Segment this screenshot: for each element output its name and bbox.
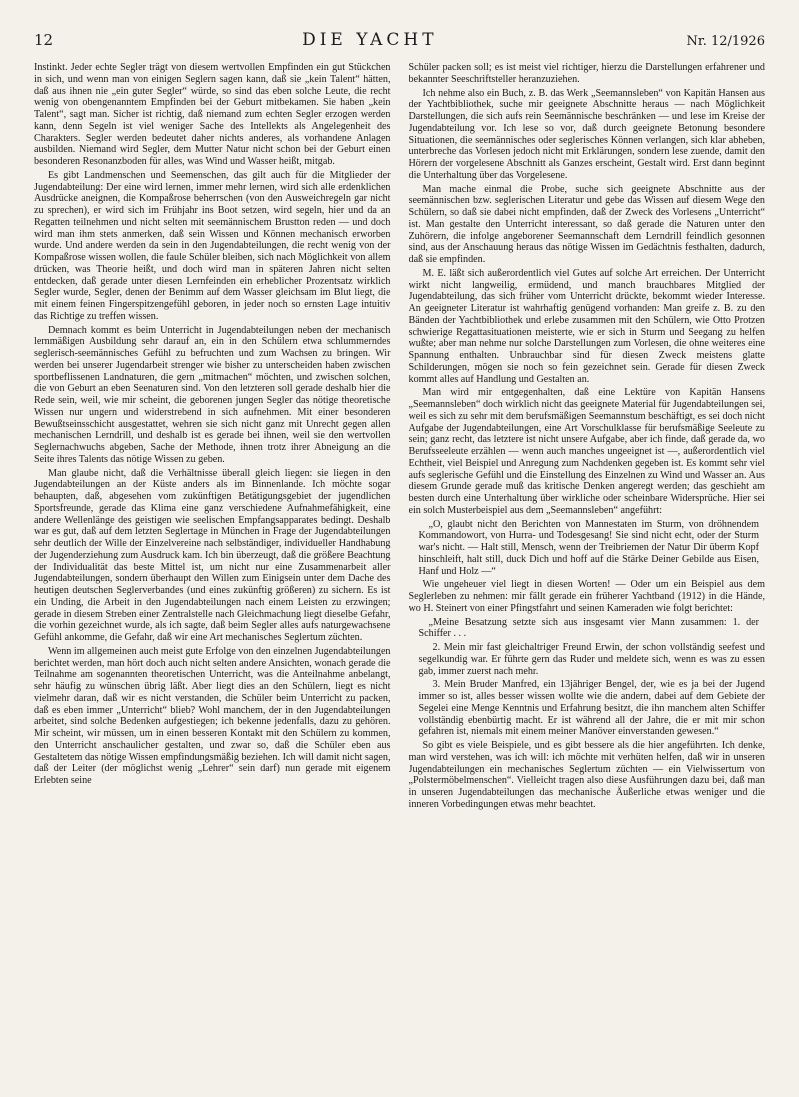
paragraph: Wie ungeheuer viel liegt in diesen Worten! — Oder um ein Beispiel aus dem Seglerleben zu nehmen: mir fällt gerade ein früherer Yachtband (1912) in die Hände, wo H. Steinert von einer Pfingstfahrt und seinen Kameraden wie folgt berichtet: (408, 579, 765, 614)
numbered-item: 3. Mein Bruder Manfred, ein 13jähriger Bengel, der, wie es ja bei der Jugend immer so ist, alles besser wissen wollte wie die andern, dabei auf dem Gebiete der Segelei eine Menge Kenntnis und Erfahrung besitzt, die ihn manchem alten Schiffer vollständig ebenbürtig macht. Er ist während all der Jahre, die er mit mir schon gefahren ist, niemals mit einem meiner Manöver einverstanden gewesen.“ (418, 679, 765, 738)
quotation: „Meine Besatzung setzte sich aus insgesamt vier Mann zusammen: 1. der Schiffer . . . (418, 616, 759, 640)
paragraph: Man mache einmal die Probe, suche sich geeignete Abschnitte aus der seemännischen bzw. seglerischen Literatur und gebe das Wissen auf diesem Wege den Schülern, so daß sie dabei nicht empfinden, daß der Zweck des Vorlesens „Unterricht“ ist. Man gestalte den Unterricht interessant, so daß gerade die Naturen unter den Zuhörern, die infolge angeborener Seemannschaft dem Lerndrill feindlich gesonnen sind, aus der Anschauung heraus das nötige Wissen im Gedächtnis festhalten, dadurch, daß sie empfinden. (408, 183, 765, 265)
page-header (34, 30, 765, 56)
paragraph: Es gibt Landmenschen und Seemenschen, das gilt auch für die Mitglieder der Jugendabteilung: Der eine wird lernen, immer mehr lernen, wird sich alle erdenklichen Ausdrücke aneignen, die Kompaßrose beherrschen (von den Ausweichregeln gar nicht zu sprechen), er wird sich im Frühjahr ins Boot setzen, wird segeln, hier und da an Regatten teilnehmen und nicht selten mit seemännischem Brustton reden — und doch wird man ihm stets anmerken, daß sein Wissen und Können mechanisch erworben wurde. Und andere werden da sein in den Jugendabteilungen, die recht wenig von der Kompaßrose wissen wollen, die faule Schüler bleiben, sich nach Möglichkeit von allem drücken, was Theorie heißt, und doch wird man in späteren Jahren nicht selten entdecken, daß gerade unter diesen Lernfeinden ein erheblicher Prozentsatz wirklich Segler wurde, Segler, denen der Benimm auf dem Wasser gleichsam im Blut liegt, die mit einem feinen Fingerspitzengefühl geboren, in jeder noch so ernsten Lage intuitiv das Richtige zu treffen wissen. (34, 169, 391, 322)
paragraph: Man wird mir entgegenhalten, daß eine Lektüre von Kapitän Hansens „Seemannsleben“ doch wirklich nicht das geeignete Material für Jugendabteilungen sei, weil es sich zu sehr mit dem berufsmäßigen Seemannstum beschäftigt, es sei doch nicht Aufgabe der Jugendabteilungen, eine Art Vorschulklasse für berufsmäßige Seeleute zu sein; ganz recht, das letztere ist nicht unsere Aufgabe, aber ich finde, daß gerade da, wo Berufsseeleute erzählen — wenn auch manches ungeeignet ist —, außerordentlich viel Echtheit, viel Beispiel und Anregung zum Nachdenken gegeben ist. Es kommt sehr viel aufs seglerische Gefühl und die Einstellung des Einzelnen zu Wind und Wasser an. Aus diesem Grunde gerade muß das kritische Denken angeregt werden; das geschieht am besten durch eine Unterhaltung über wirkliche oder scheinbare Widersprüche. Hier sei ein solch Musterbeispiel aus dem „Seemannsleben“ angeführt: (408, 387, 765, 516)
paragraph: Instinkt. Jeder echte Segler trägt von diesem wertvollen Empfinden ein gut Stückchen in sich, und wenn man von einigen Seglern sagen kann, daß sie „kein Talent“ hätten, daß aus ihnen nie „ein guter Segler“ würde, so sind das eben solche Leute, die recht wenig von obengenanntem Empfinden bei der Geburt mitbekamen. Sie haben „kein Talent“, sagt man. Sicher ist richtig, daß niemand zum echten Segler erzogen werden kann, denn Segeln ist viel weniger Sache des Intellekts als Angelegenheit des Charakters. Segler werden bedeutet daher nichts anderes, als vorhandene Anlagen ausbilden. Niemand wird Segler, dem Mutter Natur nicht schon bei der Geburt einen besonderen Resonanzboden für alles, was Wind und Wasser heißt, mitgab. (34, 62, 391, 167)
paragraph: Wenn im allgemeinen auch meist gute Erfolge von den einzelnen Jugendabteilungen berichtet werden, man hört doch auch nicht selten andere Ansichten, wonach gerade die Teilnahme am sogenannten theoretischen Unterricht, was die Anteilnahme anbelangt, sehr häufig zu wünschen übrig läßt. Aber liegt dies an den Schülern, liegt es nicht vielmehr daran, daß wir es nicht verstanden, die Schüler beim Unterricht zu packen, daß es eben immer „Unterricht“ blieb? Wohl manchem, der in den Jugendabteilungen arbeitet, sind solche Bedenken aufgestiegen; ich bekenne jedenfalls, dazu zu gehören. Mir scheint, wir müssen, um in einen besseren Kontakt mit den Schülern zu kommen, den Unterricht anschaulicher gestalten, und zwar so, daß die Schüler eben aus Gestaltetem das nötige Wissen empfindungsmäßig beziehen. Ich will damit nicht sagen, daß der Leiter (der möglichst wenig „Lehrer“ sein darf) nun gerade mit eigenem Erlebten seine (34, 645, 391, 786)
paragraph: M. E. läßt sich außerordentlich viel Gutes auf solche Art erreichen. Der Unterricht wirkt nicht langweilig, ermüdend, und manch brauchbares Mitglied der Jugendabteilung, das sich früher vom Unterricht drückte, bekommt wieder Interesse. An geeigneter Literatur ist wahrhaftig genügend vorhanden: Man greife z. B. zu den Bänden der Yachtbibliothek und erlebe zusammen mit den Schülern, wie Otto Protzen schwierige Regattasituationen meisterte, wie er sich in Sturm und Seegang zu helfen wußte; aber man nehme nur solche Darstellungen zum Vorlesen, die ohne weiteres eine Spannung enthalten. Unbrauchbar sind für diesen Zweck meistens glatte Schilderungen, mögen sie noch so fein gezeichnet sein. Gerade für diesen Zweck kommt alles auf Handlung und Gestalten an. (408, 267, 765, 385)
journal-title: DIE YACHT (302, 30, 438, 50)
paragraph: Demnach kommt es beim Unterricht in Jugendabteilungen neben der mechanisch lernmäßigen Ausbildung sehr darauf an, ein in den Schülern etwa schlummerndes seglerisch-seemännisches Gefühl zu befruchten und zum Wachsen zu bringen. Wir werden bei unserer Jugendarbeit strenger wie bisher zu unterscheiden haben zwischen sportbeflissenen Landnaturen, die gern „mitmachen“ möchten, und zwischen solchen, die von Geburt an eben Seenaturen sind. Von den letzteren soll gerade deshalb hier die Rede sein, weil, wie mir scheint, die geborenen jungen Segler das nötige theoretische Wissen nur ungern und widerstrebend in sich aufnehmen. Mit einer besonderen Bewußtseinsschicht ausgestattet, wehren sie sich nicht ganz mit Unrecht gegen allen mechanischen Lerndrill, und deshalb ist es gerade bei ihnen, weil sie den wertvollen Seglernachwuchs abgeben, Sache der Methode, ihnen trotz ihrer Abneigung an die Seite ihres Talents das nötige Wissen zu geben. (34, 324, 391, 465)
paragraph: Schüler packen soll; es ist meist viel richtiger, hierzu die Darstellungen erfahrener und bekannter Seeschriftsteller heranzuziehen. (408, 62, 765, 85)
right-column (409, 62, 766, 1077)
issue-number: Nr. 12/1926 (686, 34, 765, 49)
paragraph: Ich nehme also ein Buch, z. B. das Werk „Seemannsleben“ von Kapitän Hansen aus der Yachtbibliothek, suche mir geeignete Abschnitte heraus — nach Möglichkeit Darstellungen, die sich aufs rein Seemännische beschränken — und lese im Kreise der Jugendabteilung vor. Ich lese so vor, daß durch geeignete Betonung besondere Situationen, die seemännisches oder seglerisches Können verlangen, sich klar abheben, unterbreche das Vorlesen jedoch nicht mit Erklärungen, sondern lese zuende, damit den Hörern der vorgelesene Abschnitt als Ganzes erscheint, Gestalt wird. Erst dann beginnt die Unterhaltung über das Vorgelesene. (408, 87, 765, 181)
left-column (34, 62, 391, 1077)
article-body (34, 62, 765, 1077)
numbered-item: 2. Mein mir fast gleichaltriger Freund Erwin, der schon vollständig seefest und segelkundig war. Er führte gern das Ruder und meldete sich, wenn es was zu essen gab, immer zuerst nach mehr. (418, 642, 765, 677)
page-number: 12 (34, 31, 54, 49)
paragraph: Man glaube nicht, daß die Verhältnisse überall gleich liegen: sie liegen in den Jugendabteilungen an der Küste anders als im Binnenlande. Ich möchte sogar behaupten, daß, abgesehen vom zukünftigen Betätigungsgebiet der jugendlichen Sportsfreunde, gerade das Klima eine ganz verschiedene Aufnahmefähigkeit, eine andere Wellenlänge des geistigen wie seelischen Empfangsapparates bedingt. Deshalb war es gut, daß auf dem letzten Seglertage in München in Frage der Jugendabteilungen sehr deutlich der Wille der Einzelvereine nach selbständiger, individueller Handhabung der Jugenderziehung zum Ausdruck kam. Ich bin überzeugt, daß die größere Beachtung der Individualität das beste Mittel ist, um nicht nur eine Zusammenarbeit aller Jugendabteilungen, sondern überhaupt den Willen zum Einigsein unter dem Dache des heutigen deutschen Seglerverbandes (und eines zukünftig größeren) zu sichern. Es ist ein Unding, die Arbeit in den Jugendabteilungen nach einem Leisten zu erzwingen; gerade in diesem Streben einer Zentralstelle nach Gleichmachung liegt dieselbe Gefahr, die vorhin gezeichnet wurde, als ich sagte, daß beim Segler alles aufs naturgewachsene Gefühl ankomme, die Gefahr, daß wir eine Art mechanisches Seglertum züchten. (34, 467, 391, 643)
quotation: „O, glaubt nicht den Berichten von Mannestaten im Sturm, von dröhnendem Kommandowort, von Hurra- und Todesgesang! Sie sind nicht echt, oder der Sturm war's nicht. — Halt still, Mensch, wenn der Treibriemen der Natur Dir überm Kopf hinschleift, halt still, duck Dich und hoff auf die Stärke Deiner Gebilde aus Eisen, Hanf und Holz —“ (418, 518, 759, 577)
paragraph: So gibt es viele Beispiele, und es gibt bessere als die hier angeführten. Ich denke, man wird verstehen, was ich will: ich möchte mit verhüten helfen, daß wir in unseren Jugendabteilungen ein mechanisches Seglertum züchten — ein Vielwissertum von „Polstermöbelmenschen“. Vielleicht tragen also diese Ausführungen dazu bei, daß man in unseren Jugendabteilungen das mechanische Äußerliche etwas weniger und die inneren Vorbedingungen etwas mehr beachtet. (408, 740, 765, 810)
